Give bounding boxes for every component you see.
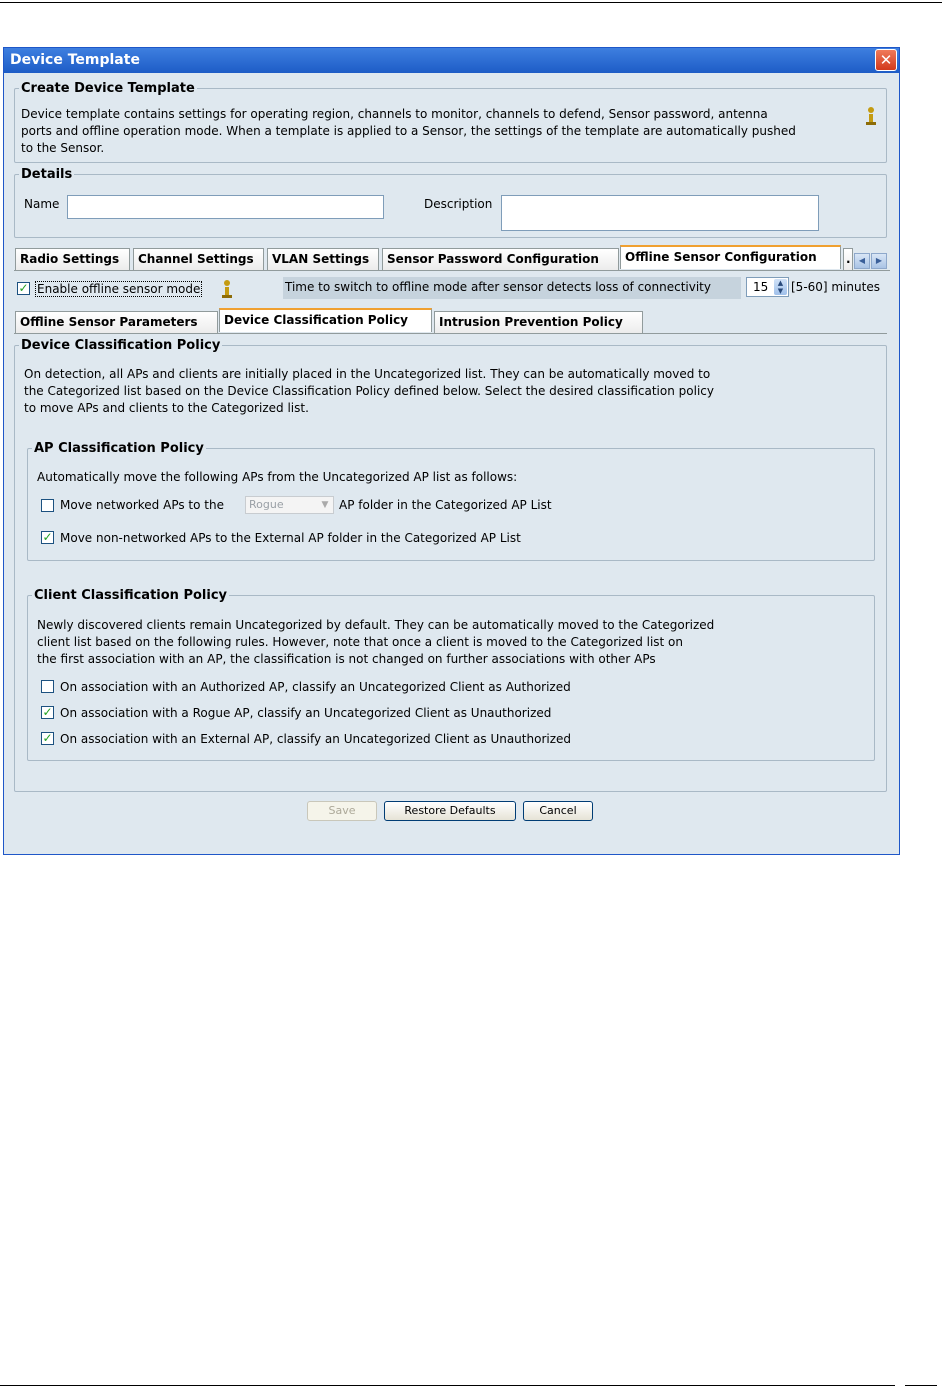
- cancel-button[interactable]: Cancel: [523, 801, 593, 821]
- time-label: Time to switch to offline mode after sensor detects loss of connectivity: [285, 280, 711, 294]
- window-title: Device Template: [4, 48, 899, 73]
- description-input[interactable]: [501, 195, 819, 231]
- tab-scroll-right-icon[interactable]: ▶: [871, 253, 887, 269]
- tab-device-classification-policy[interactable]: Device Classification Policy: [219, 308, 432, 332]
- tab-radio-settings[interactable]: Radio Settings: [15, 248, 130, 270]
- create-template-legend: Create Device Template: [21, 81, 195, 96]
- close-icon[interactable]: ✕: [875, 49, 897, 71]
- tab-channel-settings[interactable]: Channel Settings: [133, 248, 264, 270]
- time-value: 15: [753, 280, 769, 294]
- info-icon: [865, 107, 877, 125]
- spinner-arrows-icon[interactable]: ▲ ▼: [774, 279, 787, 295]
- page-bottom-rule-short: [905, 1385, 937, 1386]
- name-input[interactable]: [67, 195, 384, 219]
- rule-rogue-checkbox[interactable]: ✓: [42, 705, 53, 719]
- rule-authorized-checkbox[interactable]: [41, 680, 54, 693]
- tab-scroll-left-icon[interactable]: ◀: [854, 253, 870, 269]
- tab-sensor-password[interactable]: Sensor Password Configuration: [382, 248, 619, 270]
- page-top-rule: [0, 2, 942, 3]
- enable-offline-label[interactable]: Enable offline sensor mode: [37, 282, 201, 296]
- rule-authorized-label: On association with an Authorized AP, classify an Uncategorized Client as Authorized: [60, 680, 571, 694]
- offline-info-icon: [221, 280, 233, 298]
- move-networked-prefix: Move networked APs to the: [60, 498, 224, 512]
- details-legend: Details: [21, 167, 73, 182]
- ap-policy-intro: Automatically move the following APs from the Uncategorized AP list as follows:: [37, 470, 518, 484]
- page-bottom-rule: [0, 1385, 895, 1386]
- restore-defaults-button[interactable]: Restore Defaults: [384, 801, 516, 821]
- main-tab-baseline: [14, 270, 890, 271]
- tab-overflow[interactable]: .: [843, 248, 853, 270]
- networked-folder-select[interactable]: [245, 496, 334, 514]
- move-non-networked-checkbox[interactable]: ✓: [42, 530, 53, 544]
- range-label: [5-60] minutes: [791, 280, 880, 294]
- rule-external-label: On association with an External AP, classify an Uncategorized Client as Unauthorized: [60, 732, 572, 746]
- tab-vlan-settings[interactable]: VLAN Settings: [267, 248, 379, 270]
- move-non-networked-label: Move non-networked APs to the External AP folder in the Categorized AP List: [60, 531, 521, 545]
- tab-offline-sensor-configuration[interactable]: Offline Sensor Configuration: [620, 245, 841, 269]
- move-networked-suffix: AP folder in the Categorized AP List: [339, 498, 552, 512]
- tab-offline-sensor-parameters[interactable]: Offline Sensor Parameters: [15, 311, 218, 333]
- sub-tab-baseline: [14, 333, 887, 334]
- dcp-description: On detection, all APs and clients are initially placed in the Uncategorized list. They can be automatically moved to the Categorized list based on the Device Classification Policy defined below. Select the desired classification policy to move APs and clients to the Categorized list.: [24, 367, 714, 415]
- name-label: Name: [24, 197, 60, 211]
- dcp-legend: Device Classification Policy: [21, 338, 221, 353]
- client-policy-legend: Client Classification Policy: [34, 588, 228, 603]
- networked-folder-value: Rogue: [249, 498, 284, 511]
- enable-offline-checkbox[interactable]: ✓: [18, 281, 29, 295]
- rule-external-checkbox[interactable]: ✓: [42, 731, 53, 745]
- rule-rogue-label: On association with a Rogue AP, classify an Uncategorized Client as Unauthorized: [60, 706, 552, 720]
- ap-policy-legend: AP Classification Policy: [34, 441, 204, 456]
- client-policy-intro: Newly discovered clients remain Uncategorized by default. They can be automatically moved to the Categorized client list based on the following rules. However, note that once a client is moved to the Categorized list on the first association with an AP, the classification is not changed on further associations with other APs: [37, 618, 715, 666]
- description-label: Description: [424, 197, 493, 211]
- tab-intrusion-prevention-policy[interactable]: Intrusion Prevention Policy: [434, 311, 643, 333]
- chevron-down-icon: ▼: [321, 500, 329, 510]
- create-template-description: Device template contains settings for operating region, channels to monitor, channels to defend, Sensor password, antenna ports and offline operation mode. When a template is applied to a Sensor, the settings of the template are automatically pushed to the Sensor.: [21, 107, 796, 155]
- device-template-window: [3, 47, 900, 855]
- move-networked-checkbox[interactable]: [41, 499, 54, 512]
- time-spinner[interactable]: [746, 277, 789, 297]
- save-button[interactable]: Save: [307, 801, 377, 821]
